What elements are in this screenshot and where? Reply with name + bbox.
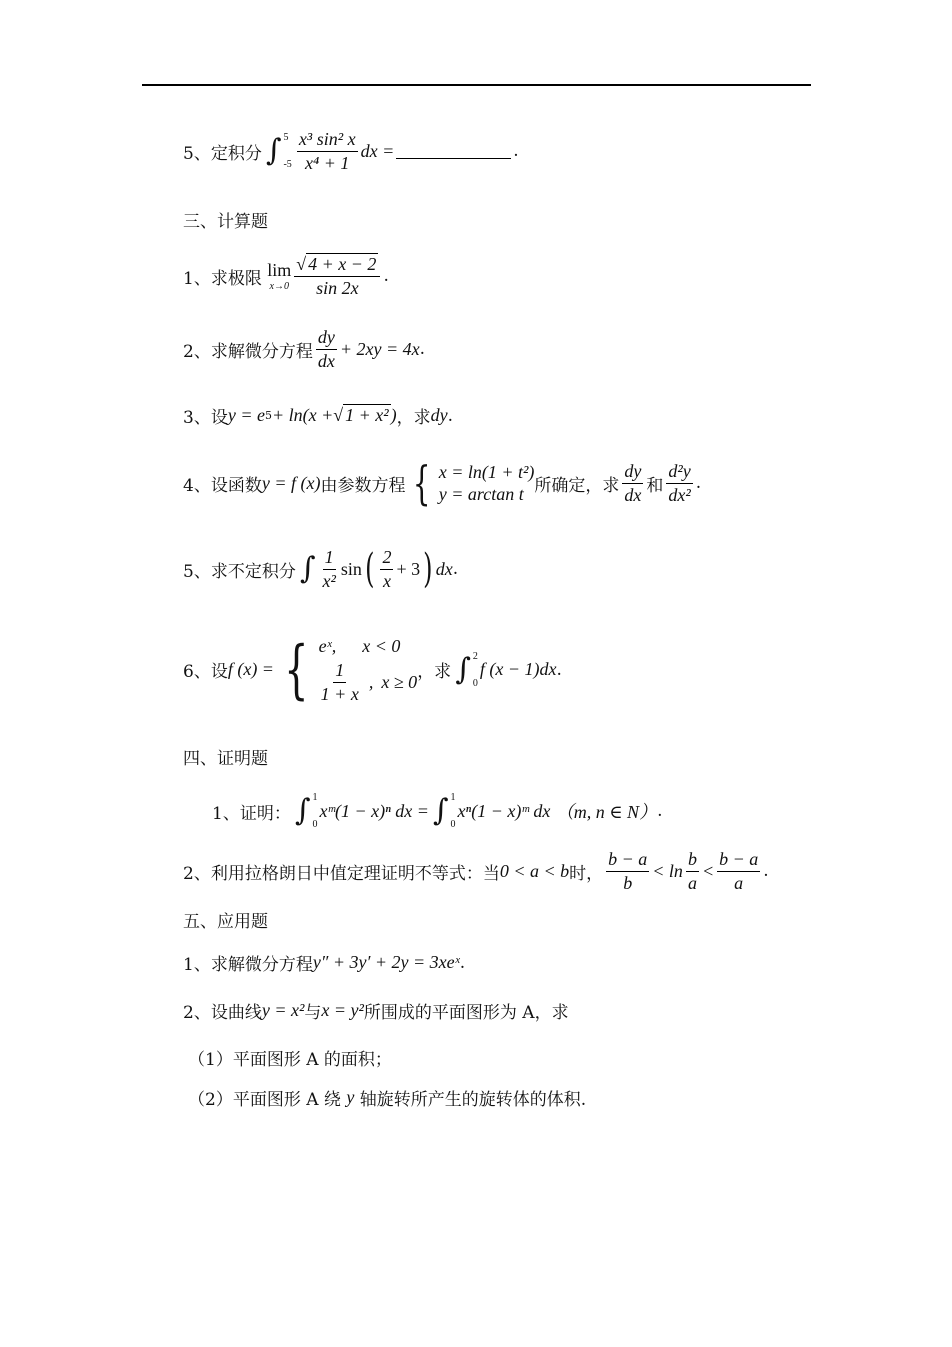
- problem-label: 5、求不定积分: [183, 561, 296, 582]
- integral-sign: ∫: [294, 793, 311, 828]
- curve-2: x = y²: [321, 1000, 364, 1020]
- problem-label: 5、定积分: [183, 143, 262, 164]
- header-rule: [142, 84, 811, 86]
- differential: dx =: [360, 140, 395, 161]
- target: dy: [430, 405, 448, 425]
- left-brace: {: [284, 632, 309, 707]
- right-paren: ): [423, 546, 433, 593]
- problem-label: 3、设: [183, 408, 228, 428]
- lhs: xᵐ(1 − x)ⁿ dx =: [319, 800, 429, 821]
- differential: dx: [435, 558, 453, 579]
- ask-text: ，求: [417, 662, 452, 683]
- integrand-fraction: $\frac{\text{x³ sin² x}}{\text{x⁴ + 1}}$: [298, 129, 356, 173]
- integral-limits: 1 0: [312, 792, 318, 830]
- period: .: [513, 141, 519, 162]
- app-1: [183, 950, 465, 975]
- fraction: $\frac{2}{x}$: [382, 547, 392, 591]
- sqrt-expression: √ 1 + x²: [333, 405, 389, 425]
- equation: y″ + 3y′ + 2y = 3xeˣ: [312, 952, 460, 972]
- proof-2: [183, 850, 769, 893]
- fraction: $\frac{b}{a}$: [687, 849, 697, 893]
- period: .: [459, 952, 466, 973]
- section-5-title: 五、应用题: [183, 912, 268, 932]
- text: 所确定，求: [534, 475, 620, 496]
- piecewise-cases: eˣ, x < 0 $\frac{1}{1 + x}$ , x ≥ 0: [318, 636, 418, 704]
- integral-sign: ∫: [432, 793, 449, 828]
- period: .: [419, 339, 425, 360]
- section-4-title: 四、证明题: [183, 749, 268, 769]
- function: y = f (x): [261, 472, 321, 493]
- integral-limits: 2 0: [472, 650, 478, 689]
- app-2: [183, 998, 569, 1023]
- condition: 0 < a < b: [499, 860, 570, 881]
- problem-label: 2、利用拉格朗日中值定理证明不等式：当: [183, 863, 500, 884]
- calc-1-limit: [183, 255, 389, 298]
- calc-5-indefinite-integral: [183, 548, 458, 591]
- integral-limits: 5 -5: [283, 132, 292, 171]
- integrand: f (x − 1)dx: [479, 659, 557, 680]
- ask-text: ，求: [396, 408, 431, 428]
- expression: ): [390, 405, 397, 425]
- problem-label: 1、证明：: [212, 803, 291, 824]
- derivative-fraction: $\frac{dy}{dx}$: [317, 327, 335, 371]
- calc-6-piecewise: [183, 632, 562, 707]
- problem-label: 2、设曲线: [183, 1003, 262, 1023]
- text: 与: [304, 1003, 322, 1023]
- period: .: [763, 861, 769, 882]
- limit-operator: lim x→0: [267, 260, 292, 293]
- parametric-cases: x = ln(1 + t²) y = arctan t: [438, 461, 535, 504]
- calc-2-ode: [183, 328, 425, 371]
- ln-operator: < ln: [652, 860, 683, 881]
- first-derivative: $\frac{dy}{dx}$: [624, 460, 642, 505]
- condition: （m, n ∈ N）: [555, 802, 658, 822]
- text: （2）平面图形 A 绕: [188, 1090, 341, 1110]
- problem-label: 1、求解微分方程: [183, 955, 313, 975]
- problem-label: 1、求极限: [183, 268, 262, 289]
- plus-term: + 3: [396, 558, 421, 579]
- app-2-part-1: （1）平面图形 A 的面积；: [188, 1050, 392, 1070]
- proof-1: [212, 792, 662, 830]
- period: .: [657, 801, 663, 821]
- integral-sign: ∫: [265, 133, 282, 169]
- app-2-part-2: [188, 1085, 586, 1110]
- period: .: [383, 266, 389, 287]
- answer-blank[interactable]: [396, 144, 511, 159]
- period: .: [452, 559, 459, 580]
- fraction: $\frac{b - a}{a}$: [719, 849, 759, 893]
- text: 轴旋转所产生的旋转体的体积.: [359, 1090, 587, 1110]
- period: .: [695, 473, 702, 493]
- sin: sin: [340, 558, 362, 579]
- text: 由参数方程: [320, 475, 406, 496]
- limit-fraction: $\frac{√ 4 + x - 2}{\sin 2x}$: [294, 255, 380, 298]
- problem-label: 2、求解微分方程: [183, 341, 313, 362]
- expression: y = e: [227, 405, 265, 425]
- less-than: <: [701, 860, 715, 881]
- problem-label: 4、设函数: [183, 475, 262, 496]
- equation-rest: + 2xy = 4x: [339, 338, 420, 359]
- integral-sign: ∫: [455, 651, 471, 687]
- integral-limits: 1 0: [450, 792, 456, 830]
- problem-5-definite-integral: [183, 130, 519, 173]
- left-paren: (: [364, 546, 375, 593]
- function: f (x) =: [227, 659, 274, 680]
- exponent: 5: [264, 409, 272, 422]
- text: 所围成的平面图形为 A，求: [363, 1003, 569, 1023]
- integral-sign: ∫: [299, 551, 316, 587]
- curve-1: y = x²: [261, 1000, 305, 1020]
- axis: y: [346, 1087, 355, 1107]
- fraction: $\frac{1}{\text{x²}}$: [322, 547, 336, 591]
- rhs: xⁿ(1 − x)ᵐ dx: [457, 800, 551, 821]
- calc-3-differential: [183, 403, 453, 428]
- fraction: $\frac{b - a}{b}$: [608, 849, 648, 893]
- text: 和: [646, 475, 664, 496]
- second-derivative: $\frac{\text{d²y}}{\text{dx²}}$: [668, 460, 691, 505]
- calc-4-parametric: [183, 456, 702, 510]
- problem-label: 6、设: [183, 662, 228, 683]
- period: .: [556, 659, 562, 680]
- section-3-title: 三、计算题: [183, 212, 268, 232]
- text: 时，: [569, 863, 604, 884]
- left-brace: {: [413, 456, 431, 510]
- expression: + ln(x +: [271, 405, 334, 425]
- period: .: [447, 405, 454, 426]
